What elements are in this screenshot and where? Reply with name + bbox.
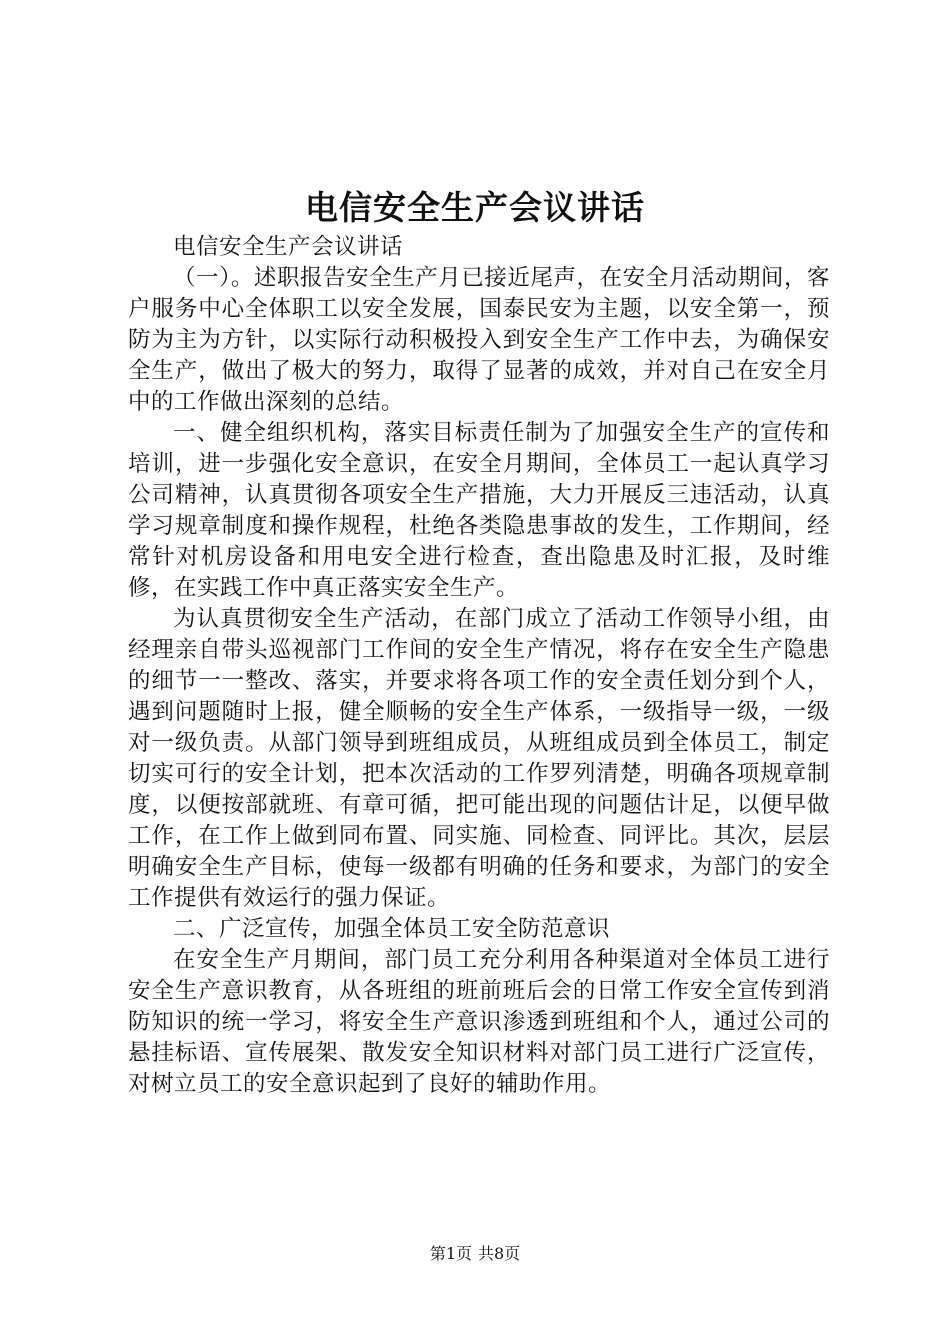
- paragraph-publicity: 在安全生产月期间，部门员工充分利用各种渠道对全体员工进行安全生产意识教育，从各班组的班前班后会的日常工作安全宣传到消防知识的统一学习，将安全生产意识渗透到班组和个人，通过公司的悬挂标语、宣传展架、散发安全知识材料对部门员工进行广泛宣传，对树立员工的安全意识起到了良好的辅助作用。: [128, 947, 830, 1097]
- document-body: [128, 232, 830, 1100]
- paragraph-intro: （一）。述职报告安全生产月已接近尾声，在安全月活动期间，客户服务中心全体职工以安全发展，国泰民安为主题，以安全第一，预防为主为方针，以实际行动积极投入到安全生产工作中去，为确保安全生产，做出了极大的努力，取得了显著的成效，并对自己在安全月中的工作做出深刻的总结。: [128, 265, 830, 415]
- page-total: 共8页: [478, 1244, 521, 1263]
- page-number: 第1页: [429, 1244, 472, 1263]
- page-footer: [0, 1244, 950, 1264]
- paragraph-subtitle: 电信安全生产会议讲话: [173, 234, 404, 260]
- paragraph-section-one: 一、健全组织机构，落实目标责任制为了加强安全生产的宣传和培训，进一步强化安全意识，在安全月期间，全体员工一起认真学习公司精神，认真贯彻各项安全生产措施，大力开展反三违活动，认真学习规章制度和操作规程，杜绝各类隐患事故的发生，工作期间，经常针对机房设备和用电安全进行检查，查出隐患及时汇报，及时维修，在实践工作中真正落实安全生产。: [128, 420, 830, 601]
- document-title: 电信安全生产会议讲话: [305, 188, 645, 227]
- paragraph-section-two-heading: 二、广泛宣传，加强全体员工安全防范意识: [173, 916, 611, 942]
- paragraph-leadership-group: 为认真贯彻安全生产活动，在部门成立了活动工作领导小组，由经理亲自带头巡视部门工作间的安全生产情况，将存在安全生产隐患的细节一一整改、落实，并要求将各项工作的安全责任划分到个人，遇到问题随时上报，健全顺畅的安全生产体系，一级指导一级，一级对一级负责。从部门领导到班组成员，从班组成员到全体员工，制定切实可行的安全计划，把本次活动的工作罗列清楚，明确各项规章制度，以便按部就班、有章可循，把可能出现的问题估计足，以便早做工作，在工作上做到同布置、同实施、同检查、同评比。其次，层层明确安全生产目标，使每一级都有明确的任务和要求，为部门的安全工作提供有效运行的强力保证。: [128, 606, 830, 911]
